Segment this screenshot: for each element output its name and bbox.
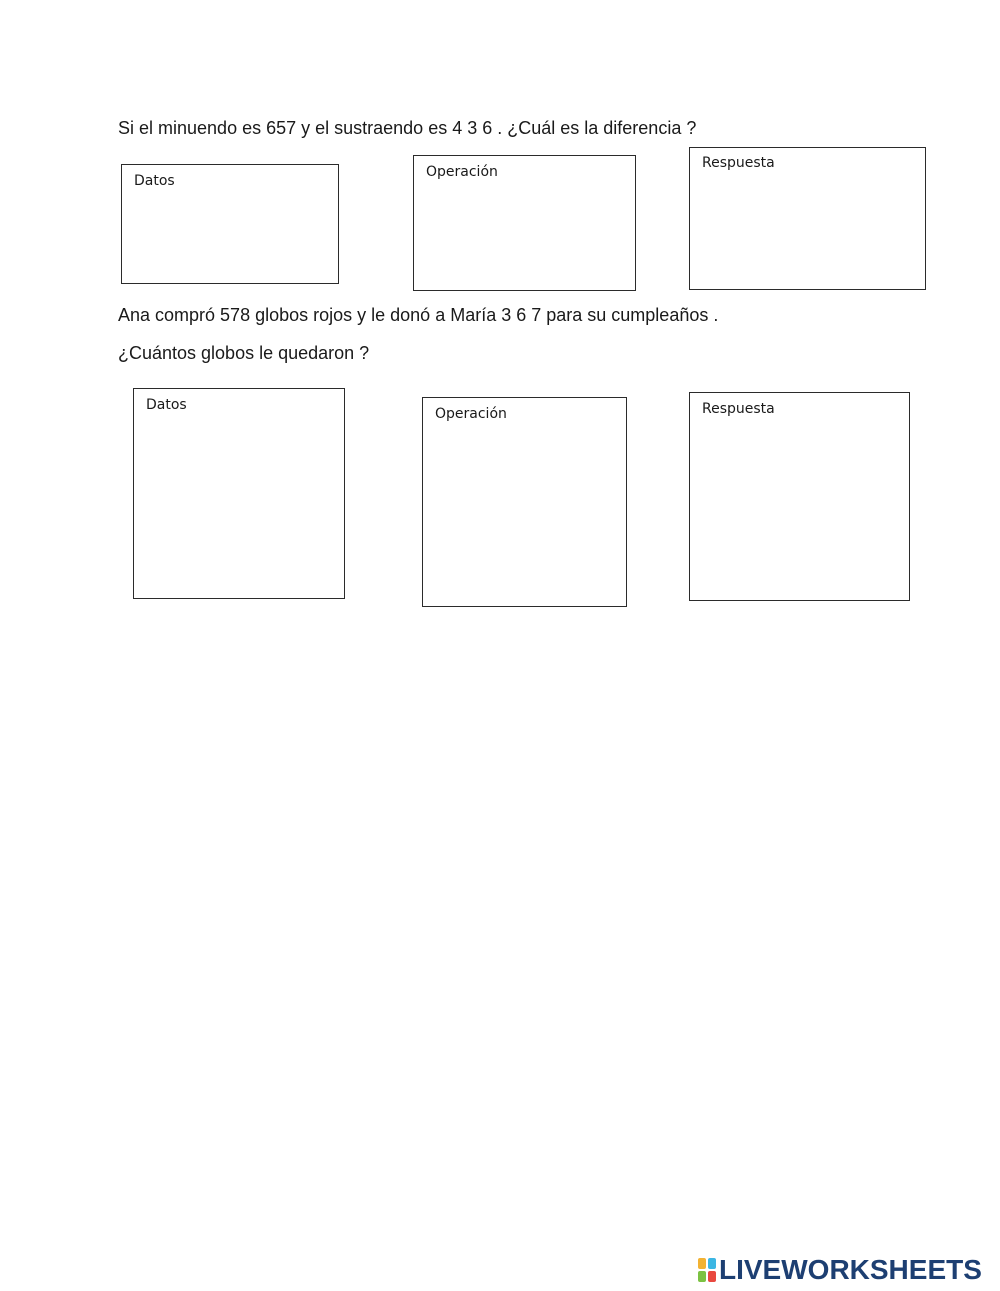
datos-answer-box-2[interactable] [133,388,345,599]
datos-label: Datos [146,397,187,413]
operacion-label: Operación [435,406,507,422]
operacion-answer-box-2[interactable] [422,397,627,607]
logo-text: LIVEWORKSHEETS [719,1254,982,1285]
respuesta-answer-box-1[interactable] [689,147,926,290]
datos-label: Datos [134,173,175,189]
datos-answer-box-1[interactable] [121,164,339,284]
operacion-label: Operación [426,164,498,180]
operacion-answer-box-1[interactable] [413,155,636,291]
respuesta-label: Respuesta [702,401,775,417]
question-1-text: Si el minuendo es 657 y el sustraendo es 4 3 6 . ¿Cuál es la diferencia ? [118,118,697,138]
liveworksheets-logo-icon [697,1257,717,1283]
respuesta-label: Respuesta [702,155,775,171]
respuesta-answer-box-2[interactable] [689,392,910,601]
liveworksheets-logo [697,1256,982,1284]
question-2-line-2: ¿Cuántos globos le quedaron ? [118,343,370,363]
question-2-line-1: Ana compró 578 globos rojos y le donó a María 3 6 7 para su cumpleaños . [118,305,719,325]
